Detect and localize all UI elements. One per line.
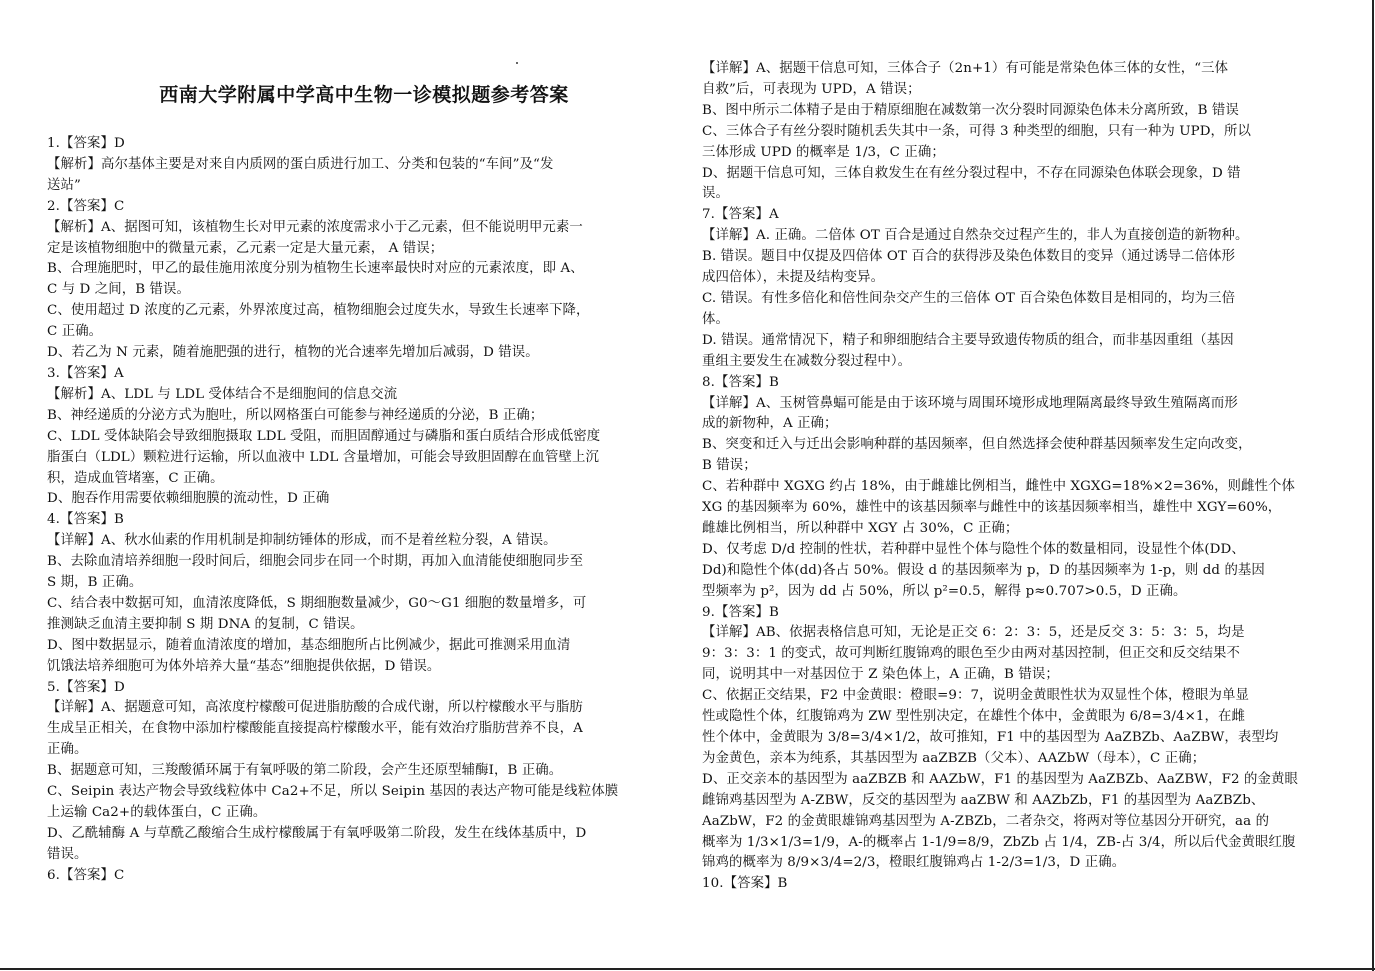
text-line: B 错误； [702, 458, 757, 474]
text-line: 6.【答案】C [47, 867, 125, 883]
text-line: C 与 D 之间，B 错误。 [47, 282, 190, 298]
text-line: 自救”后，可表现为 UPD，A 错误； [702, 81, 921, 97]
text-line: 上运输 Ca2+的载体蛋白，C 正确。 [47, 805, 267, 820]
text-line: D、正交亲本的基因型为 aaZBZB 和 AAZbW，F1 的基因型为 AaZBZb、AaZBW，F2 的金黄眼 [702, 771, 1298, 787]
text-line: 3.【答案】A [47, 365, 124, 381]
text-line: 雌雄比例相当，所以种群中 XGY 占 30%，C 正确； [702, 520, 1019, 536]
text-line: 【详解】A、据题意可知，高浓度柠檬酸可促进脂肪酸的合成代谢，所以柠檬酸水平与脂肪 [47, 700, 583, 716]
text-line: C、结合表中数据可知，血清浓度降低，S 期细胞数量减少，G0～G1 细胞的数量增多，可 [47, 595, 587, 611]
text-line: 生成呈正相关，在食物中添加柠檬酸能直接提高柠檬酸水平，能有效治疗脂肪营养不良，A [47, 721, 583, 737]
text-line: D、若乙为 N 元素，随着施肥强的进行，植物的光合速率先增加后减弱，D 错误。 [47, 345, 539, 361]
text-line: 概率为 1/3×1/3=1/9，A-的概率占 1-1/9=8/9，ZbZb 占 1/4，ZB-占 3/4，所以后代金黄眼红腹 [702, 834, 1296, 850]
text-line: 【解析】A、LDL 与 LDL 受体结合不是细胞间的信息交流 [47, 386, 398, 402]
text-line: 成四倍体），未提及结构变异。 [702, 270, 885, 286]
text-line: 定是该植物细胞中的微量元素，乙元素一定是大量元素， A 错误； [47, 240, 444, 256]
text-line: 1.【答案】D [47, 136, 125, 151]
text-line: B、突变和迁入与迁出会影响种群的基因频率，但自然选择会使种群基因频率发生定向改变， [702, 437, 1252, 453]
document-title: 西南大学附属中学高中生物一诊模拟题参考答案 [159, 84, 569, 106]
text-line: 【详解】AB、依据表格信息可知，无论是正交 6：2：3：5，还是反交 3：5：3：5，均是 [702, 625, 1245, 641]
text-line: 8.【答案】B [702, 374, 779, 390]
text-line: 误。 [702, 186, 729, 202]
text-line: 错误。 [47, 846, 88, 862]
text-line: 【详解】A. 正确。二倍体 OT 百合是通过自然杂交过程产生的，非人为直接创造的新物种。 [702, 228, 1249, 244]
text-line: B、去除血清培养细胞一段时间后，细胞会同步在同一个时期，再加入血清能使细胞同步至 [47, 554, 584, 570]
text-line: 2.【答案】C [47, 198, 125, 214]
text-line: 同，说明其中一对基因位于 Z 染色体上，A 正确，B 错误； [702, 667, 1059, 683]
text-line: 积，造成血管堵塞，C 正确。 [47, 470, 224, 486]
text-line: 4.【答案】B [47, 512, 124, 528]
text-line: 9.【答案】B [702, 604, 779, 620]
text-line: B. 错误。题目中仅提及四倍体 OT 百合的获得涉及染色体数目的变异（通过诱导二倍体形 [702, 249, 1236, 265]
text-line: 推测缺乏血清主要抑制 S 期 DNA 的复制，C 错误。 [47, 616, 364, 632]
text-line: 10.【答案】B [702, 876, 788, 892]
text-line: Dd)和隐性个体(dd)各占 50%。假设 d 的基因频率为 p，D 的基因频率为 1-p，则 dd 的基因 [702, 562, 1265, 578]
text-line: 7.【答案】A [702, 207, 779, 223]
text-line: 为金黄色，亲本为纯系，其基因型为 aaZBZB（父本）、AAZbW（母本），C 正确； [702, 750, 1206, 766]
text-line: 饥饿法培养细胞可为体外培养大量“基态”细胞提供依据，D 错误。 [47, 658, 441, 674]
text-line: D、图中数据显示，随着血清浓度的增加，基态细胞所占比例减少，据此可推测采用血清 [47, 637, 571, 653]
text-line: 型频率为 p²，因为 dd 占 50%，所以 p²=0.5，解得 p≈0.707>0.5，D 正确。 [702, 583, 1187, 599]
text-line: XG 的基因频率为 60%，雄性中的该基因频率与雌性中的该基因频率相当，雄性中 XGY=60%， [702, 500, 1282, 516]
text-line: C、Seipin 表达产物会导致线粒体中 Ca2+不足，所以 Seipin 基因的表达产物可能是线粒体膜 [47, 784, 619, 800]
text-line: D. 错误。通常情况下，精子和卵细胞结合主要导致遗传物质的组合，而非基因重组（基因 [702, 332, 1234, 348]
text-line: 三体形成 UPD 的概率是 1/3，C 正确； [702, 144, 945, 160]
page-edge-bottom [0, 968, 1375, 970]
text-line: C、LDL 受体缺陷会导致细胞摄取 LDL 受阻，而胆固醇通过与磷脂和蛋白质结合形成低密度 [47, 428, 601, 444]
text-line: 锦鸡的概率为 8/9×3/4=2/3，橙眼红腹锦鸡占 1-2/3=1/3，D 正确。 [702, 855, 1126, 871]
text-line: B、神经递质的分泌方式为胞吐，所以网格蛋白可能参与神经递质的分泌，B 正确； [47, 407, 544, 423]
text-line: 成的新物种，A 正确； [702, 416, 838, 432]
text-line: C、若种群中 XGXG 约占 18%，由于雌雄比例相当，雌性中 XGXG=18%×2=36%，则雌性个体 [702, 479, 1296, 495]
text-line: C、三体合子有丝分裂时随机丢失其中一条，可得 3 种类型的细胞，只有一种为 UPD，所以 [702, 123, 1252, 139]
text-line: 性个体中，金黄眼为 3/8=3/4×1/2，故可推知，F1 中的基因型为 AaZBZb、AaZBW，表型均 [702, 730, 1279, 745]
text-line: 9：3：3：1 的变式，故可判断红腹锦鸡的眼色至少由两对基因控制，但正交和反交结果不 [702, 646, 1240, 662]
text-line: 脂蛋白（LDL）颗粒进行运输，所以血液中 LDL 含量增加，可能会导致胆固醇在血管壁上沉 [47, 449, 600, 465]
text-line: 重组主要发生在减数分裂过程中）。 [702, 353, 912, 369]
text-line: B、图中所示二体精子是由于精原细胞在减数第一次分裂时同源染色体未分离所致，B 错误 [702, 102, 1239, 118]
text-line: C. 错误。有性多倍化和倍性间杂交产生的三倍体 OT 百合染色体数目是相同的，均为三倍 [702, 290, 1236, 306]
text-line: D、仅考虑 D/d 控制的性状，若种群中显性个体与隐性个体的数量相同，设显性个体(DD、 [702, 541, 1245, 557]
left-column [47, 0, 681, 887]
text-line: 【解析】高尔基体主要是对来自内质网的蛋白质进行加工、分类和包装的“车间”及“发 [47, 156, 554, 172]
text-line: C、使用超过 D 浓度的乙元素，外界浓度过高，植物细胞会过度失水，导致生长速率下降， [47, 303, 590, 319]
text-line: 【解析】A、据图可知，该植物生长对甲元素的浓度需求小于乙元素，但不能说明甲元素一 [47, 219, 583, 235]
text-line: 性或隐性个体，红腹锦鸡为 ZW 型性别决定，在雄性个体中，金黄眼为 6/8=3/4×1，在雌 [702, 709, 1245, 725]
text-line: 【详解】A、玉树管鼻蝠可能是由于该环境与周围环境形成地理隔离最终导致生殖隔离而形 [702, 395, 1238, 411]
text-line: B、据题意可知，三羧酸循环属于有氧呼吸的第二阶段，会产生还原型辅酶Ⅰ，B 正确。 [47, 763, 563, 779]
text-line: 5.【答案】D [47, 679, 125, 695]
text-line: 正确。 [47, 742, 88, 758]
text-line: AaZbW，F2 的金黄眼雄锦鸡基因型为 A-ZBZb，二者杂交，将两对等位基因分开研究，aa 的 [702, 813, 1270, 829]
page-edge-right [1372, 0, 1374, 971]
text-line: 雌锦鸡基因型为 A-ZBW，反交的基因型为 aaZBW 和 AAZbZb，F1 的基因型为 AaZBZb、 [702, 792, 1265, 808]
text-line: 【详解】A、秋水仙素的作用机制是抑制纺锤体的形成，而不是着丝粒分裂，A 错误。 [47, 533, 557, 549]
text-line: 【详解】A、据题干信息可知，三体合子（2n+1）有可能是常染色体三体的女性，“三体 [702, 61, 1229, 76]
text-line: C 正确。 [47, 324, 103, 340]
text-line: 送站” [47, 177, 81, 193]
right-column-lines [702, 59, 1336, 895]
text-line: 体。 [702, 311, 729, 327]
text-line: B、合理施肥时，甲乙的最佳施用浓度分别为植物生长速率最快时对应的元素浓度，即 A、 [47, 261, 584, 277]
text-line: D、胞吞作用需要依赖细胞膜的流动性，D 正确 [47, 491, 330, 507]
left-column-lines [47, 134, 681, 887]
text-line: D、乙酰辅酶 A 与草酰乙酸缩合生成柠檬酸属于有氧呼吸第二阶段，发生在线体基质中，D [47, 825, 587, 841]
text-line: S 期，B 正确。 [47, 575, 143, 591]
text-line: C、依据正交结果，F2 中金黄眼：橙眼=9：7，说明金黄眼性状为双显性个体，橙眼为单显 [702, 688, 1249, 704]
text-line: D、据题干信息可知，三体自救发生在有丝分裂过程中，不存在同源染色体联会现象，D 错 [702, 165, 1241, 181]
right-column [702, 59, 1336, 895]
